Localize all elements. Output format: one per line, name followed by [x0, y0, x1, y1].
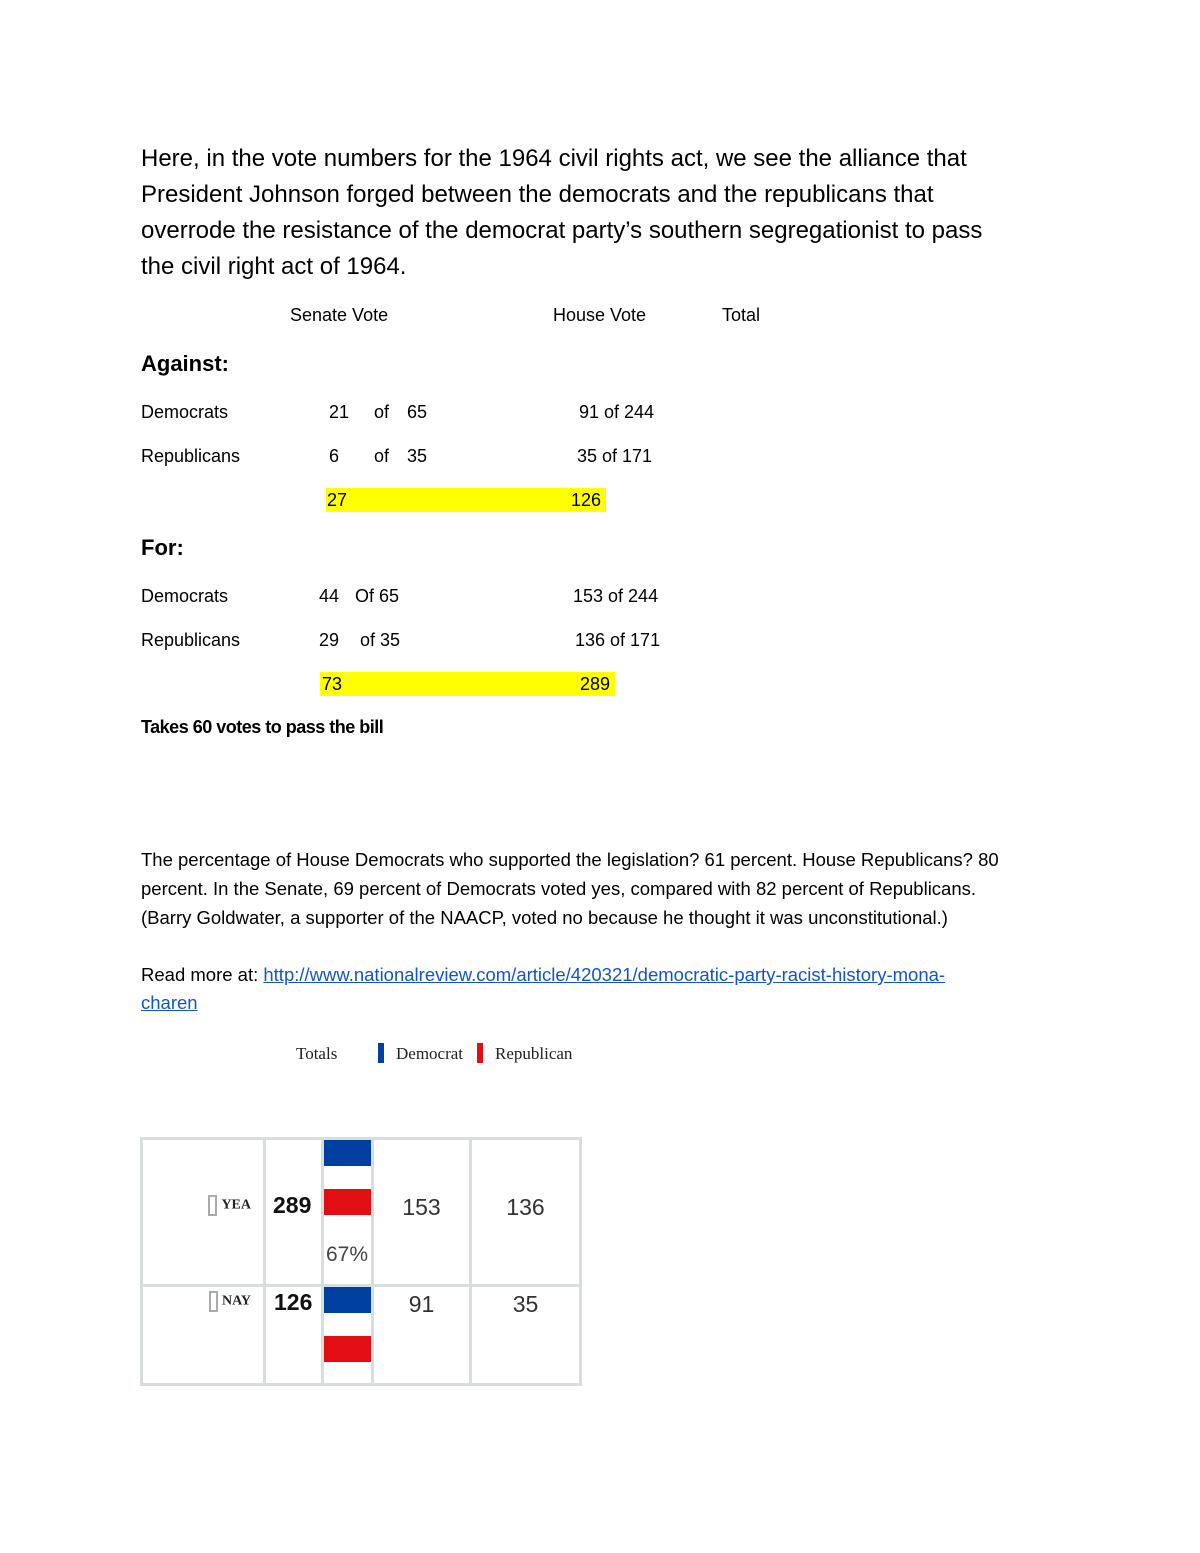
- nay-label-cell: [142, 1286, 265, 1385]
- yea-rep-cell: [471, 1139, 581, 1286]
- nay-label: NAY: [221, 1293, 251, 1309]
- senate-of: of: [374, 402, 390, 422]
- nay-bar-cell: [323, 1286, 373, 1385]
- senate-of: of 35: [360, 630, 401, 650]
- read-more: [141, 966, 945, 985]
- checkbox-icon: [209, 1291, 218, 1312]
- yea-percent: 67%: [326, 1243, 369, 1266]
- for-senate-sum: 73: [322, 674, 343, 694]
- paragraph-line: percent. In the Senate, 69 percent of Democrats voted yes, compared with 82 percent of Republicans.: [141, 878, 977, 899]
- nay-total-cell: [265, 1286, 323, 1385]
- senate-count: 44: [319, 586, 340, 606]
- party-label: Democrats: [141, 402, 229, 422]
- democrat-bar: [324, 1140, 371, 1166]
- paragraph-line: (Barry Goldwater, a supporter of the NAACP, voted no because he thought it was unconstitutional.): [141, 907, 948, 928]
- checkbox-icon: [208, 1195, 217, 1216]
- note: Takes 60 votes to pass the bill: [141, 717, 384, 737]
- nay-dem-cell: [373, 1286, 471, 1385]
- legend-totals: Totals: [296, 1044, 338, 1063]
- senate-total: 65: [407, 402, 428, 422]
- table-row-nay: [142, 1286, 581, 1385]
- source-link-continued[interactable]: charen: [141, 992, 198, 1013]
- for-heading: For:: [141, 535, 184, 560]
- nay-rep-cell: [471, 1286, 581, 1385]
- republican-swatch: [477, 1043, 483, 1063]
- against-house-sum: 126: [571, 490, 602, 510]
- highlight: [326, 488, 606, 512]
- senate-of: Of 65: [355, 586, 400, 606]
- intro-line: President Johnson forged between the democrats and the republicans that: [141, 181, 934, 208]
- against-senate-sum: 27: [327, 490, 348, 510]
- header-total: Total: [722, 305, 761, 325]
- header-senate: Senate Vote: [290, 305, 389, 325]
- house-count: 91 of 244: [579, 402, 655, 422]
- source-link[interactable]: http://www.nationalreview.com/article/420321/democratic-party-racist-history-mona-: [263, 964, 946, 985]
- intro-line: Here, in the vote numbers for the 1964 civil rights act, we see the alliance that: [141, 145, 967, 172]
- house-count: 136 of 171: [575, 630, 661, 650]
- yea-rep: 136: [506, 1194, 545, 1220]
- intro-line: overrode the resistance of the democrat party’s southern segregationist to pass: [141, 217, 983, 244]
- nay-dem: 91: [408, 1291, 435, 1317]
- read-more-label: Read more at:: [141, 964, 264, 985]
- house-count: 153 of 244: [573, 586, 659, 606]
- vote-table: [140, 1137, 582, 1386]
- yea-total: 289: [273, 1192, 312, 1218]
- nay-total: 126: [274, 1289, 313, 1315]
- table-row-yea: [142, 1139, 581, 1286]
- republican-bar: [324, 1189, 371, 1215]
- yea-bar-cell: [323, 1139, 373, 1286]
- house-count: 35 of 171: [577, 446, 653, 466]
- yea-dem-cell: [373, 1139, 471, 1286]
- nay-rep: 35: [512, 1291, 539, 1317]
- senate-total: 35: [407, 446, 428, 466]
- yea-total-cell: [265, 1139, 323, 1286]
- paragraph-line: The percentage of House Democrats who supported the legislation? 61 percent. House Republicans? 80: [141, 849, 999, 870]
- democrat-swatch: [378, 1043, 384, 1063]
- senate-count: 29: [319, 630, 340, 650]
- yea-label: YEA: [221, 1197, 251, 1213]
- senate-of: of: [374, 446, 390, 466]
- for-house-sum: 289: [580, 674, 611, 694]
- against-heading: Against:: [141, 351, 229, 376]
- senate-count: 21: [329, 402, 350, 422]
- header-house: House Vote: [553, 305, 647, 325]
- republican-bar: [324, 1336, 371, 1362]
- legend-republican: Republican: [495, 1044, 573, 1063]
- democrat-bar: [324, 1287, 371, 1313]
- legend-democrat: Democrat: [396, 1044, 464, 1063]
- highlight: [320, 672, 615, 696]
- senate-count: 6: [329, 446, 340, 466]
- party-label: Democrats: [141, 586, 229, 606]
- intro-line: the civil right act of 1964.: [141, 253, 407, 280]
- party-label: Republicans: [141, 630, 241, 650]
- party-label: Republicans: [141, 446, 241, 466]
- yea-label-cell: [142, 1139, 265, 1286]
- yea-dem: 153: [402, 1194, 441, 1220]
